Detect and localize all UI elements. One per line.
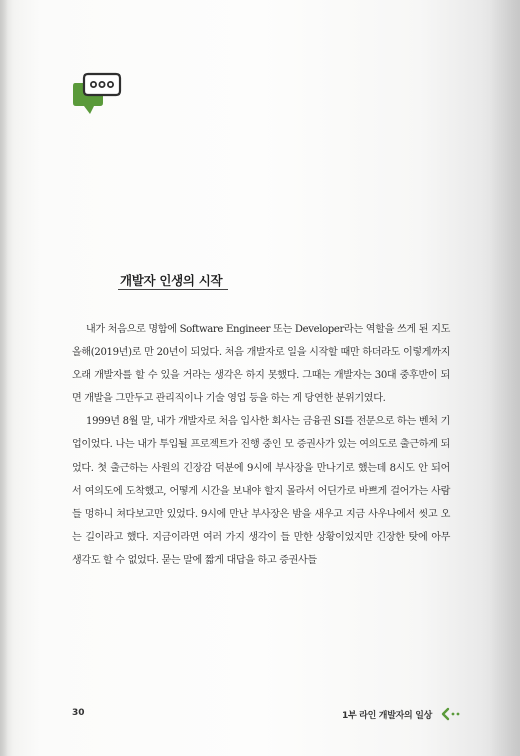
chapter-title: 1부 라인 개발자의 일상 [341,711,432,721]
section-title: 개발자 인생의 시작 [120,273,223,288]
paragraph-2: 1999년 8월 말, 내가 개발자로 처음 입사한 회사는 금융권 SI를 전문으로 하는 벤처 기업이었다. 나는 내가 투입될 프로젝트가 진행 중인 모 증권사가 있는 여의도로 출근하게 되었다. 첫 출근하는 사원의 긴장감 덕분에 9시에 부사장을 만나기로 했는데 8시도 안 되어서 여의도에 도착했고, 어떻게 시간을 보내야 할지 몰라서 어딘가로 바쁘게 걸어가는 사람들 멍하니 쳐다보고만 있었다. 9시에 만난 부사장은 밤을 새우고 지금 사우나에서 씻고 오는 길이라고 했다. 지금이라면 여러 가지 생각이 들 만한 상황이었지만 긴장한 탓에 아무 생각도 할 수 없었다. 묻는 말에 짧게 대답을 하고 증권사들 [72,416,450,566]
paragraph-1: 내가 처음으로 명함에 Software Engineer 또는 Developer라는 역할을 쓰게 된 지도 올해(2019년)로 만 20년이 되었다. 처음 개발자로 일을 시작할 때만 하더라도 이렇게까지 오래 개발자를 할 수 있을 거라는 생각은 하지 못했다. 그때는 개발자는 30대 중후반이 되면 개발을 그만두고 관리직이나 기술 영업 등을 하는 게 당연한 분위기였다. [72,324,450,405]
chevron-left-dots-icon [440,707,466,721]
section-title-underline [118,289,228,290]
speech-bubble-icon [70,69,126,117]
page-number: 30 [72,708,85,718]
body-text [72,318,450,572]
